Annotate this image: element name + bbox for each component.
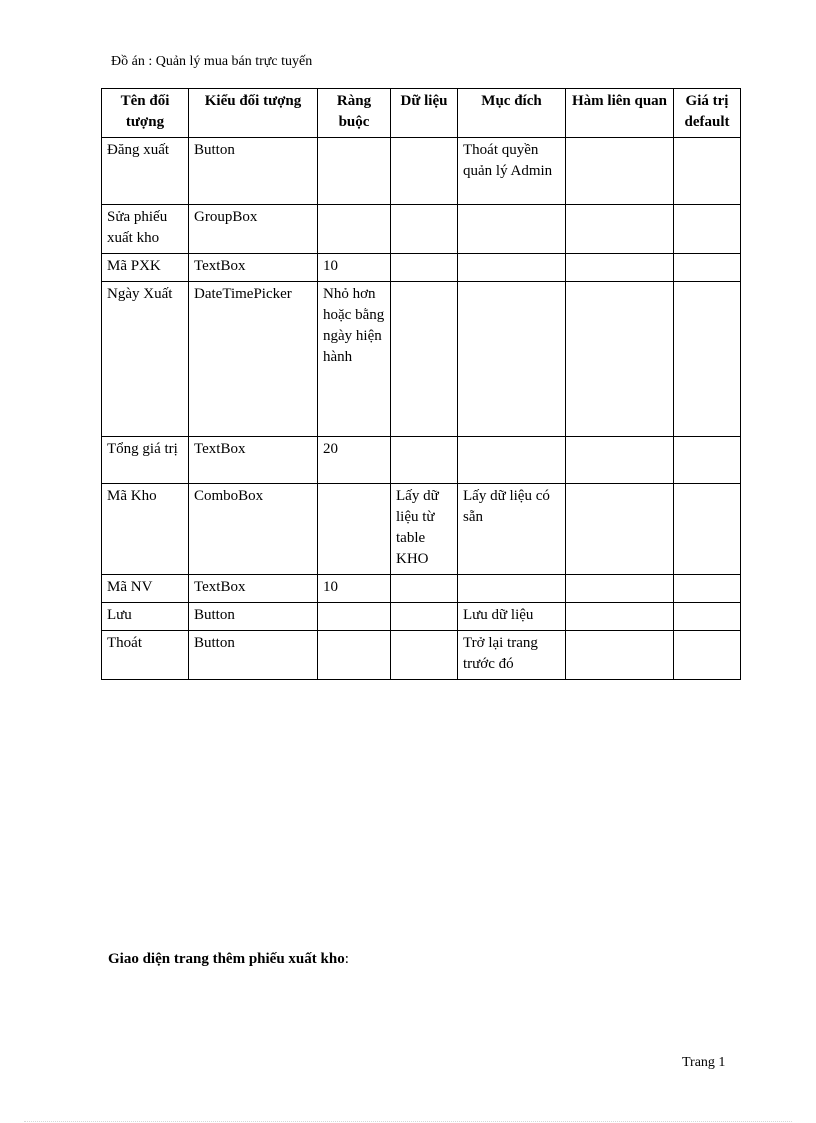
table-cell — [391, 254, 458, 282]
table-cell: Button — [189, 603, 318, 631]
table-cell — [458, 437, 566, 484]
table-cell — [674, 254, 741, 282]
table-row — [102, 205, 741, 254]
table-cell: 20 — [318, 437, 391, 484]
table-cell: TextBox — [189, 575, 318, 603]
object-spec-table — [101, 88, 741, 680]
table-cell — [391, 205, 458, 254]
table-row — [102, 254, 741, 282]
table-cell: GroupBox — [189, 205, 318, 254]
header-cell-related-function: Hàm liên quan — [566, 89, 674, 138]
table-row — [102, 484, 741, 575]
table-cell: 10 — [318, 575, 391, 603]
table-cell — [391, 437, 458, 484]
table-row — [102, 437, 741, 484]
table-cell — [566, 254, 674, 282]
table-row — [102, 631, 741, 680]
table-cell — [391, 603, 458, 631]
table-cell: Sửa phiếu xuất kho — [102, 205, 189, 254]
header-cell-constraint: Ràng buộc — [318, 89, 391, 138]
table-cell: Thoát quyền quản lý Admin — [458, 138, 566, 205]
table-cell — [674, 205, 741, 254]
table-cell — [674, 575, 741, 603]
table-cell: TextBox — [189, 254, 318, 282]
table-cell — [458, 205, 566, 254]
table-cell: Tổng giá trị — [102, 437, 189, 484]
table-cell — [391, 282, 458, 437]
table-cell: Ngày Xuất — [102, 282, 189, 437]
table-cell — [566, 575, 674, 603]
table-cell — [566, 437, 674, 484]
table-header-row — [102, 89, 741, 138]
table-cell — [566, 484, 674, 575]
table-cell: TextBox — [189, 437, 318, 484]
table-cell: Thoát — [102, 631, 189, 680]
table-cell — [318, 631, 391, 680]
table-cell — [674, 631, 741, 680]
header-cell-object-name: Tên đối tượng — [102, 89, 189, 138]
table-cell — [318, 603, 391, 631]
table-cell — [566, 205, 674, 254]
table-cell: Mã Kho — [102, 484, 189, 575]
table-cell: Button — [189, 631, 318, 680]
table-cell: Lưu — [102, 603, 189, 631]
table-row — [102, 603, 741, 631]
table-cell: Đăng xuất — [102, 138, 189, 205]
table-cell — [566, 138, 674, 205]
page-number: Trang 1 — [682, 1055, 726, 1070]
table-cell: Lấy dữ liệu từ table KHO — [391, 484, 458, 575]
table-cell — [566, 282, 674, 437]
table-cell — [674, 282, 741, 437]
table-cell — [391, 631, 458, 680]
table-row — [102, 282, 741, 437]
table-cell — [458, 282, 566, 437]
table-cell — [458, 575, 566, 603]
table-cell: Trở lại trang trước đó — [458, 631, 566, 680]
table-cell — [391, 575, 458, 603]
table-cell — [391, 138, 458, 205]
table-row — [102, 575, 741, 603]
table-cell: Button — [189, 138, 318, 205]
table-cell: 10 — [318, 254, 391, 282]
subheading-colon: : — [344, 951, 349, 967]
table-cell — [318, 138, 391, 205]
table-cell — [674, 138, 741, 205]
header-cell-purpose: Mục đích — [458, 89, 566, 138]
header-cell-object-type: Kiểu đối tượng — [189, 89, 318, 138]
document-header: Đồ án : Quản lý mua bán trực tuyến — [111, 54, 313, 69]
table-cell: Lưu dữ liệu — [458, 603, 566, 631]
table-row — [102, 138, 741, 205]
table-cell — [318, 484, 391, 575]
table-cell — [674, 603, 741, 631]
header-cell-default-value: Giá trị default — [674, 89, 741, 138]
table-cell — [566, 631, 674, 680]
table-cell: Nhỏ hơn hoặc bằng ngày hiện hành — [318, 282, 391, 437]
subheading-text: Giao diện trang thêm phiếu xuất kho — [108, 951, 345, 967]
header-cell-data: Dữ liệu — [391, 89, 458, 138]
table-cell — [674, 437, 741, 484]
table-cell — [318, 205, 391, 254]
section-subheading — [108, 951, 349, 968]
table-cell: Mã PXK — [102, 254, 189, 282]
page-bottom-divider — [24, 1121, 792, 1122]
table-cell: ComboBox — [189, 484, 318, 575]
table-cell: Lấy dữ liệu có sẵn — [458, 484, 566, 575]
table-cell: Mã NV — [102, 575, 189, 603]
table-cell — [458, 254, 566, 282]
table-cell — [566, 603, 674, 631]
table-cell: DateTimePicker — [189, 282, 318, 437]
table-cell — [674, 484, 741, 575]
